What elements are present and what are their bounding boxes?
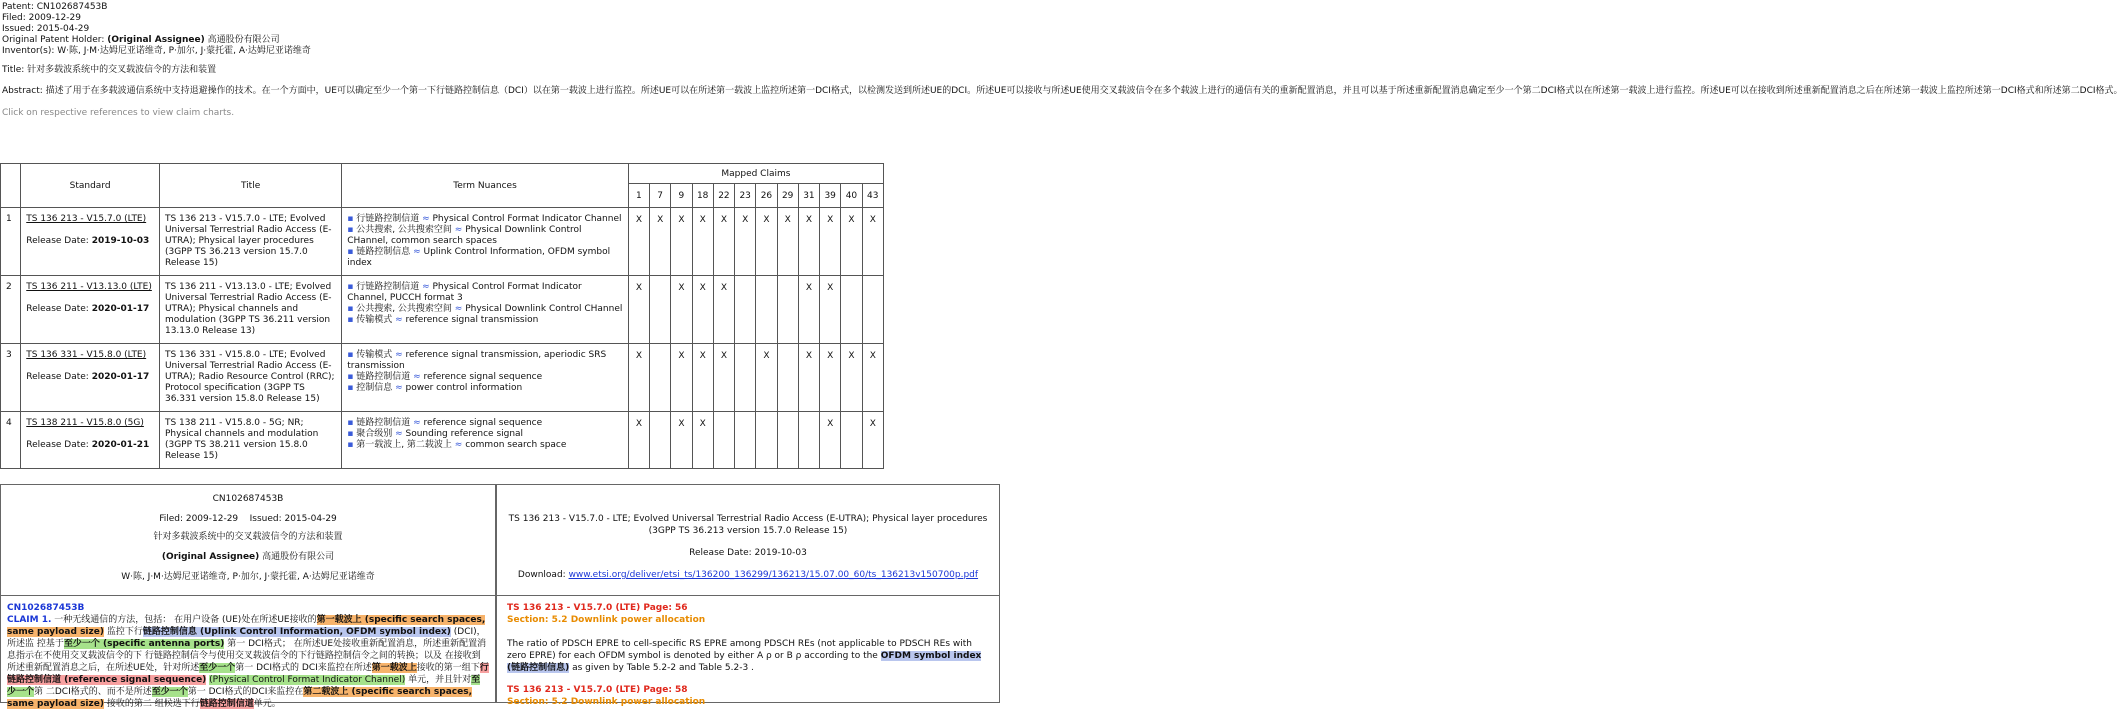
term-nuance: ▪ 第一载波上, 第二载波上 ≈ common search space xyxy=(347,440,567,450)
claim-mark-40[interactable]: X xyxy=(841,344,862,412)
claim-mark-23[interactable]: X xyxy=(735,208,756,276)
term-nuance: ▪ 控制信息 ≈ power control information xyxy=(347,383,523,393)
approx-icon: ≈ xyxy=(451,304,466,314)
standard-header: Standard xyxy=(21,164,160,208)
patent-summary-panel xyxy=(0,484,496,596)
excerpt-section-2: Section: 5.2 Downlink power allocation xyxy=(507,697,706,707)
claim-mark-18[interactable]: X xyxy=(692,344,713,412)
claim-mark-40[interactable] xyxy=(841,412,862,469)
patent-title: Title: 针对多载波系统中的交叉载波信令的方法和装置 xyxy=(2,65,217,75)
claim-mark-9[interactable]: X xyxy=(671,276,692,344)
claim-mark-39[interactable]: X xyxy=(820,208,841,276)
claim-mark-31[interactable] xyxy=(798,412,819,469)
claim-mark-22[interactable]: X xyxy=(713,208,734,276)
release-date: Release Date: 2020-01-17 xyxy=(26,304,150,314)
references-table xyxy=(0,163,884,469)
excerpt-text-1: The ratio of PDSCH EPRE to cell-specific RS EPRE among PDSCH REs (not applicable to PDSCH REs with zero EPRE) for each OFDM symbol is denoted by either A ρ or B ρ according to the OFDM symbol index (链路控制信息) as given by Table 5.2-2 and Table 5.2-3 . xyxy=(507,639,982,673)
title-cell: TS 136 213 - V15.7.0 - LTE; Evolved Universal Terrestrial Radio Access (E-UTRA); Physical layer procedures (3GPP TS 36.213 version 15.7.0 Release 15) xyxy=(159,208,341,276)
claim-mark-1[interactable]: X xyxy=(628,412,649,469)
standard-download: Download: www.etsi.org/deliver/etsi_ts/136200_136299/136213/15.07.00_60/ts_136213v150700p.pdf xyxy=(517,570,979,580)
claim-mark-29[interactable] xyxy=(777,276,798,344)
patent-metadata xyxy=(2,2,2123,119)
bullet-icon: ▪ xyxy=(347,440,357,450)
standard-release-date: Release Date: 2019-10-03 xyxy=(689,548,807,558)
bullet-icon: ▪ xyxy=(347,282,357,292)
claim-mark-1[interactable]: X xyxy=(628,276,649,344)
claim-mark-1[interactable]: X xyxy=(628,208,649,276)
term-nuance: ▪ 公共搜索, 公共搜索空间 ≈ Physical Downlink Control CHannel xyxy=(347,304,623,314)
table-row[interactable] xyxy=(1,208,884,276)
claim-mark-29[interactable] xyxy=(777,344,798,412)
approx-icon: ≈ xyxy=(410,418,424,428)
approx-icon: ≈ xyxy=(392,315,406,325)
approx-icon: ≈ xyxy=(451,440,466,450)
release-date: Release Date: 2020-01-17 xyxy=(26,372,150,382)
claim-mark-9[interactable]: X xyxy=(671,208,692,276)
excerpt-section-1: Section: 5.2 Downlink power allocation xyxy=(507,615,706,625)
claim-mark-23[interactable] xyxy=(735,412,756,469)
download-link[interactable]: www.etsi.org/deliver/etsi_ts/136200_136299/136213/15.07.00_60/ts_136213v150700p.pdf xyxy=(568,570,979,580)
claim-mark-7[interactable] xyxy=(650,276,671,344)
approx-icon: ≈ xyxy=(419,282,433,292)
term-nuance: ▪ 链路控制信道 ≈ reference signal sequence xyxy=(347,372,543,382)
patent-holder: Original Patent Holder: (Original Assignee) 高通股份有限公司 xyxy=(2,35,280,45)
claim-mark-23[interactable] xyxy=(735,344,756,412)
claim-mark-7[interactable]: X xyxy=(650,208,671,276)
bullet-icon: ▪ xyxy=(347,418,357,428)
claim-header-40: 40 xyxy=(841,184,862,208)
standard-cell xyxy=(21,208,160,276)
approx-icon: ≈ xyxy=(392,350,406,360)
standard-link[interactable]: TS 138 211 - V15.8.0 (5G) xyxy=(26,418,144,428)
standard-link[interactable]: TS 136 213 - V15.7.0 (LTE) xyxy=(26,214,147,224)
claim-mark-9[interactable]: X xyxy=(671,412,692,469)
claim-mark-9[interactable]: X xyxy=(671,344,692,412)
standard-cell xyxy=(21,412,160,469)
claim-mark-26[interactable]: X xyxy=(756,208,777,276)
summary-holder: (Original Assignee) 高通股份有限公司 xyxy=(161,552,335,562)
bullet-icon: ▪ xyxy=(347,304,357,314)
standard-excerpt-panel xyxy=(496,596,1000,707)
claim-header-18: 18 xyxy=(692,184,713,208)
issued-date: Issued: 2015-04-29 xyxy=(2,24,90,34)
bullet-icon: ▪ xyxy=(347,372,357,382)
claim-mark-22[interactable]: X xyxy=(713,276,734,344)
claim-header-7: 7 xyxy=(650,184,671,208)
claim-mark-18[interactable]: X xyxy=(692,208,713,276)
claim-mark-26[interactable] xyxy=(756,412,777,469)
title-header: Title xyxy=(159,164,341,208)
claim-mark-7[interactable] xyxy=(650,344,671,412)
filed-date: Filed: 2009-12-29 xyxy=(2,13,81,23)
claim-mark-26[interactable] xyxy=(756,276,777,344)
claim-mark-43[interactable]: X xyxy=(862,344,883,412)
release-date: Release Date: 2020-01-21 xyxy=(26,440,150,450)
term-nuance: ▪ 行链路控制信道 ≈ Physical Control Format Indicator Channel xyxy=(347,214,622,224)
approx-icon: ≈ xyxy=(419,214,433,224)
claim-mark-40[interactable]: X xyxy=(841,208,862,276)
approx-icon: ≈ xyxy=(410,372,424,382)
claim-mark-22[interactable]: X xyxy=(713,344,734,412)
claim-text-panel xyxy=(0,596,496,709)
terms-header: Term Nuances xyxy=(342,164,629,208)
patent-number: Patent: CN102687453B xyxy=(2,2,108,12)
claim-mark-40[interactable] xyxy=(841,276,862,344)
term-nuance: ▪ 行链路控制信道 ≈ Physical Control Format Indicator Channel, PUCCH format 3 xyxy=(347,282,582,303)
claim-header-31: 31 xyxy=(798,184,819,208)
bullet-icon: ▪ xyxy=(347,315,357,325)
summary-dates: Filed: 2009-12-29 Issued: 2015-04-29 xyxy=(159,514,337,524)
bullet-icon: ▪ xyxy=(347,383,357,393)
term-nuance: ▪ 链路控制信息 ≈ Uplink Control Information, OFDM symbol index xyxy=(347,247,611,268)
table-row[interactable] xyxy=(1,276,884,344)
standard-cell xyxy=(21,276,160,344)
claim-header-22: 22 xyxy=(713,184,734,208)
summary-title: 针对多载波系统中的交叉载波信令的方法和装置 xyxy=(153,532,343,542)
title-cell: TS 138 211 - V15.8.0 - 5G; NR; Physical channels and modulation (3GPP TS 38.211 version 15.8.0 Release 15) xyxy=(159,412,341,469)
standard-cell xyxy=(21,344,160,412)
claim-header-9: 9 xyxy=(671,184,692,208)
claim-chart xyxy=(0,484,1000,709)
claim-patent-id: CN102687453B xyxy=(7,603,85,613)
terms-cell xyxy=(342,412,629,469)
term-nuance: ▪ 聚合级别 ≈ Sounding reference signal xyxy=(347,429,524,439)
term-nuance: ▪ 公共搜索, 公共搜索空间 ≈ Physical Downlink Control CHannel, common search spaces xyxy=(347,225,582,246)
claim-mark-29[interactable]: X xyxy=(777,208,798,276)
claim-mark-43[interactable] xyxy=(862,276,883,344)
claim-mark-43[interactable]: X xyxy=(862,208,883,276)
standard-title: TS 136 213 - V15.7.0 - LTE; Evolved Universal Terrestrial Radio Access (E-UTRA); Physical layer procedures (3GPP TS 36.213 version 15.7.0 Release 15) xyxy=(508,514,988,536)
excerpt-reference-1[interactable]: TS 136 213 - V15.7.0 (LTE) Page: 56 xyxy=(507,603,688,613)
term-nuance: ▪ 传输模式 ≈ reference signal transmission xyxy=(347,315,539,325)
excerpt-reference-2[interactable]: TS 136 213 - V15.7.0 (LTE) Page: 58 xyxy=(507,685,688,695)
claim-header-23: 23 xyxy=(735,184,756,208)
approx-icon: ≈ xyxy=(451,225,466,235)
terms-cell xyxy=(342,344,629,412)
terms-cell xyxy=(342,276,629,344)
claim-mark-29[interactable] xyxy=(777,412,798,469)
claim-mark-7[interactable] xyxy=(650,412,671,469)
claim-mark-22[interactable] xyxy=(713,412,734,469)
claim-mark-26[interactable]: X xyxy=(756,344,777,412)
claim-mark-39[interactable]: X xyxy=(820,412,841,469)
bullet-icon: ▪ xyxy=(347,350,357,360)
claim-mark-31[interactable]: X xyxy=(798,344,819,412)
approx-icon: ≈ xyxy=(410,247,424,257)
summary-inventors: W·陈, J·M·达姆尼亚诺维奇, P·加尔, J·蒙托霍, A·达姆尼亚诺维奇 xyxy=(121,572,375,582)
claim-mark-43[interactable]: X xyxy=(862,412,883,469)
title-cell: TS 136 331 - V15.8.0 - LTE; Evolved Universal Terrestrial Radio Access (E-UTRA); Radio Resource Control (RRC); Protocol specification (3GPP TS 36.331 version 15.8.0 Release 15) xyxy=(159,344,341,412)
bullet-icon: ▪ xyxy=(347,225,357,235)
bullet-icon: ▪ xyxy=(347,214,357,224)
claim-header-26: 26 xyxy=(756,184,777,208)
bullet-icon: ▪ xyxy=(347,247,357,257)
approx-icon: ≈ xyxy=(392,429,406,439)
claim-mark-1[interactable]: X xyxy=(628,344,649,412)
claim-mark-31[interactable]: X xyxy=(798,208,819,276)
references-hint: Click on respective references to view claim charts. xyxy=(2,108,235,118)
standard-link[interactable]: TS 136 331 - V15.8.0 (LTE) xyxy=(26,350,147,360)
claim-mark-39[interactable]: X xyxy=(820,276,841,344)
summary-patent-number: CN102687453B xyxy=(212,494,284,504)
terms-cell xyxy=(342,208,629,276)
row-number: 3 xyxy=(1,344,21,412)
title-cell: TS 136 211 - V13.13.0 - LTE; Evolved Universal Terrestrial Radio Access (E-UTRA); Physical channels and modulation (3GPP TS 36.211 version 13.13.0 Release 13) xyxy=(159,276,341,344)
claim-mark-18[interactable]: X xyxy=(692,412,713,469)
claim-1-text: CLAIM 1. 一种无线通信的方法，包括： 在用户设备 (UE)处在所述UE接收的第一载波上 (specific search spaces, same payload size) 监控下行链路控制信息 (Uplink Control Information, OFDM symbol index) (DCI)，所述监 控基于至少一个 (specific antenna ports) 第一 DCI格式； 在所述UE处接收重新配置消息，所述重新配置消息指示在不使用交叉载波信令的下 行链路控制信令与使用交叉载波信令的下行链路控制信令之间的转换；以及 在接收到所述重新配置消息之后，在所述UE处，针对所述至少一个第一 DCI格式的 DCI来监控在所述第一载波上接收的第一组下行链路控制信道 (reference signal sequence) (Physical Control Format Indicator Channel) 单元，并且针对至少一个第 二DCI格式的、而不是所述至少一个第一 DCI格式的DCI来监控在第二载波上 (specific search spaces, same payload size) 接收的第二 组候选下行链路控制信道单元。 xyxy=(7,615,489,709)
inventors: Inventor(s): W·陈, J·M·达姆尼亚诺维奇, P·加尔, J·蒙托霍, A·达姆尼亚诺维奇 xyxy=(2,46,311,56)
claim-header-29: 29 xyxy=(777,184,798,208)
term-nuance: ▪ 链路控制信道 ≈ reference signal sequence xyxy=(347,418,543,428)
claim-mark-39[interactable]: X xyxy=(820,344,841,412)
num-header xyxy=(1,164,21,208)
claim-mark-31[interactable]: X xyxy=(798,276,819,344)
claim-header-43: 43 xyxy=(862,184,883,208)
row-number: 2 xyxy=(1,276,21,344)
approx-icon: ≈ xyxy=(392,383,406,393)
row-number: 1 xyxy=(1,208,21,276)
table-row[interactable] xyxy=(1,412,884,469)
release-date: Release Date: 2019-10-03 xyxy=(26,236,150,246)
patent-abstract: Abstract: 描述了用于在多载波通信系统中支持退避操作的技术。在一个方面中，UE可以确定至少一个第一下行链路控制信息（DCI）以在第一载波上进行监控。所述UE可以在所述第一载波上监控所述第一DCI格式，以检测发送到所述UE的DCI。所述UE可以接收与所述UE使用交叉载波信令在多个载波上进行的通信有关的重新配置消息，并且可以基于所述重新配置消息确定至少一个第二DCI格式以在所述第一载波上进行监控。所述UE可以在接收到所述重新配置消息之后在所述第一载波上监控所述第一DCI格式和所述第二DCI格式。 xyxy=(2,86,2123,96)
claim-header-39: 39 xyxy=(820,184,841,208)
standard-summary-panel xyxy=(496,484,1000,596)
bullet-icon: ▪ xyxy=(347,429,357,439)
claim-mark-23[interactable] xyxy=(735,276,756,344)
claim-header-1: 1 xyxy=(628,184,649,208)
row-number: 4 xyxy=(1,412,21,469)
claim-mark-18[interactable]: X xyxy=(692,276,713,344)
standard-link[interactable]: TS 136 211 - V13.13.0 (LTE) xyxy=(26,282,152,292)
table-row[interactable] xyxy=(1,344,884,412)
term-nuance: ▪ 传输模式 ≈ reference signal transmission, aperiodic SRS transmission xyxy=(347,350,607,371)
mapped-claims-header: Mapped Claims xyxy=(628,164,883,184)
